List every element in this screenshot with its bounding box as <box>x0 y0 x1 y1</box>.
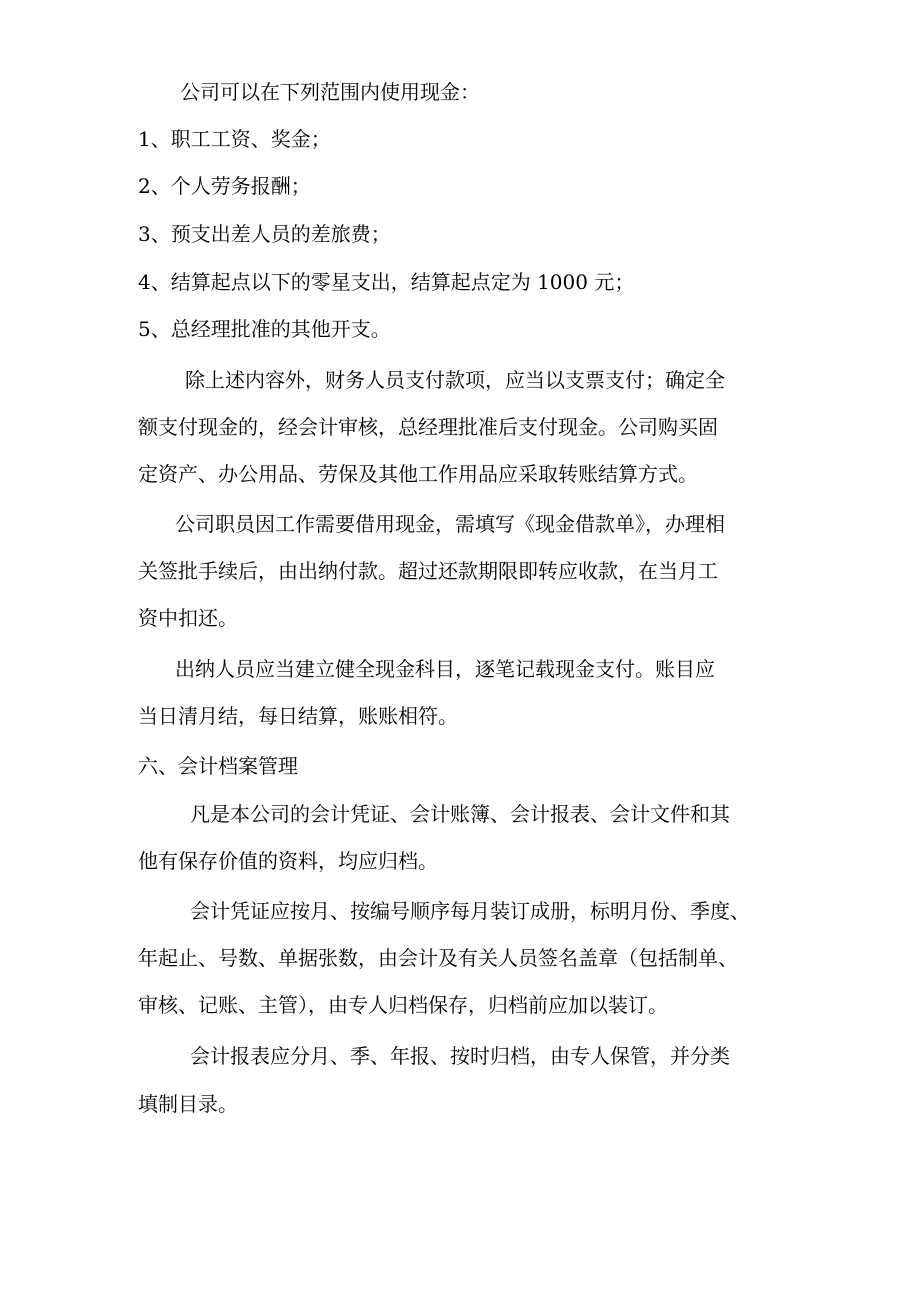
list-item-4: 4、结算起点以下的零星支出，结算起点定为 1000 元； <box>138 270 635 294</box>
paragraph-line: 会计报表应分月、季、年报、按时归档，由专人保管，并分类 <box>190 1044 730 1068</box>
list-item-3: 3、预支出差人员的差旅费； <box>138 222 391 246</box>
paragraph-line: 凡是本公司的会计凭证、会计账簿、会计报表、会计文件和其 <box>190 802 730 826</box>
list-item-1: 1、职工工资、奖金； <box>138 127 331 151</box>
section-heading: 六、会计档案管理 <box>138 754 298 778</box>
list-item-5: 5、总经理批准的其他开支。 <box>138 317 391 341</box>
paragraph-line: 年起止、号数、单据张数，由会计及有关人员签名盖章（包括制单、 <box>138 946 738 970</box>
paragraph-line: 会计凭证应按月、按编号顺序每月装订成册，标明月份、季度、 <box>190 899 750 923</box>
paragraph-line: 资中扣还。 <box>138 606 238 630</box>
paragraph-line: 出纳人员应当建立健全现金科目，逐笔记载现金支付。账目应 <box>175 657 715 681</box>
paragraph-line: 公司职员因工作需要借用现金，需填写《现金借款单》，办理相 <box>175 512 725 536</box>
paragraph-line: 填制目录。 <box>138 1092 238 1116</box>
paragraph-line: 定资产、办公用品、劳保及其他工作用品应采取转账结算方式。 <box>138 462 698 486</box>
paragraph-line: 关签批手续后，由出纳付款。超过还款期限即转应收款，在当月工 <box>138 559 718 583</box>
paragraph-line: 他有保存价值的资料，均应归档。 <box>138 849 438 873</box>
paragraph-line: 当日清月结，每日结算，账账相符。 <box>138 704 458 728</box>
list-item-2: 2、个人劳务报酬； <box>138 174 311 198</box>
paragraph-line: 除上述内容外，财务人员支付款项，应当以支票支付；确定全 <box>185 368 725 392</box>
intro-line: 公司可以在下列范围内使用现金： <box>180 80 480 104</box>
paragraph-line: 审核、记账、主管），由专人归档保存，归档前应加以装订。 <box>138 993 668 1017</box>
paragraph-line: 额支付现金的，经会计审核，总经理批准后支付现金。公司购买固 <box>138 415 718 439</box>
